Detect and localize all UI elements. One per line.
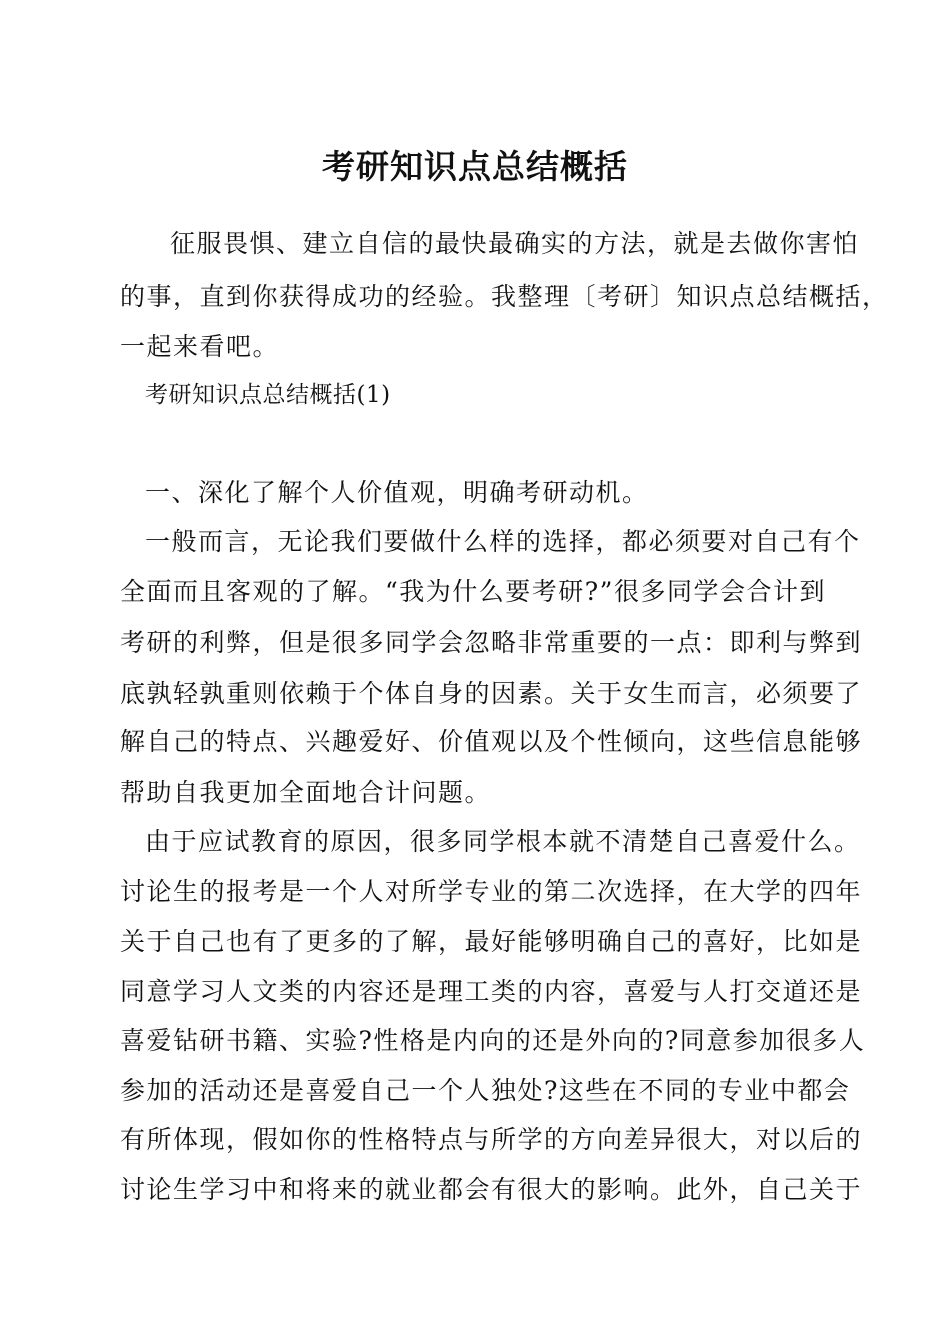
text-line: 一、深化了解个人价值观，明确考研动机。: [145, 478, 649, 507]
text-line: 由于应试教育的原因，很多同学根本就不清楚自己喜爱什么。: [145, 827, 861, 856]
text-line: 讨论生的报考是一个人对所学专业的第二次选择，在大学的四年: [120, 877, 863, 906]
text-line: 全面而且客观的了解。“我为什么要考研?”很多同学会合计到: [120, 577, 826, 606]
text-line: 帮助自我更加全面地合计问题。: [120, 778, 492, 807]
text-line: 讨论生学习中和将来的就业都会有很大的影响。此外，自己关于: [120, 1175, 863, 1204]
text-line: 有所体现，假如你的性格特点与所学的方向差异很大，对以后的: [120, 1125, 863, 1154]
text-line: 关于自己也有了更多的了解，最好能够明确自己的喜好，比如是: [120, 927, 863, 956]
text-line: 底孰轻孰重则依赖于个体自身的因素。关于女生而言，必须要了: [120, 679, 863, 708]
text-line: 同意学习人文类的内容还是理工类的内容，喜爱与人打交道还是: [120, 977, 863, 1006]
text-line: 一般而言，无论我们要做什么样的选择，都必须要对自己有个: [145, 527, 861, 556]
text-line: 征服畏惧、建立自信的最快最确实的方法，就是去做你害怕: [170, 229, 860, 258]
text-line: 的事，直到你获得成功的经验。我整理〔考研〕知识点总结概括，: [120, 282, 889, 311]
text-line: 参加的活动还是喜爱自己一个人独处?这些在不同的专业中都会: [120, 1076, 851, 1105]
text-line: 解自己的特点、兴趣爱好、价值观以及个性倾向，这些信息能够: [120, 727, 863, 756]
text-line: 一起来看吧。: [120, 332, 280, 361]
document-title: 考研知识点总结概括: [322, 147, 628, 186]
section-heading: 考研知识点总结概括(1): [145, 382, 391, 408]
text-line: 喜爱钻研书籍、实验?性格是内向的还是外向的?同意参加很多人: [120, 1026, 866, 1055]
text-line: 考研的利弊，但是很多同学会忽略非常重要的一点：即利与弊到: [120, 628, 863, 657]
